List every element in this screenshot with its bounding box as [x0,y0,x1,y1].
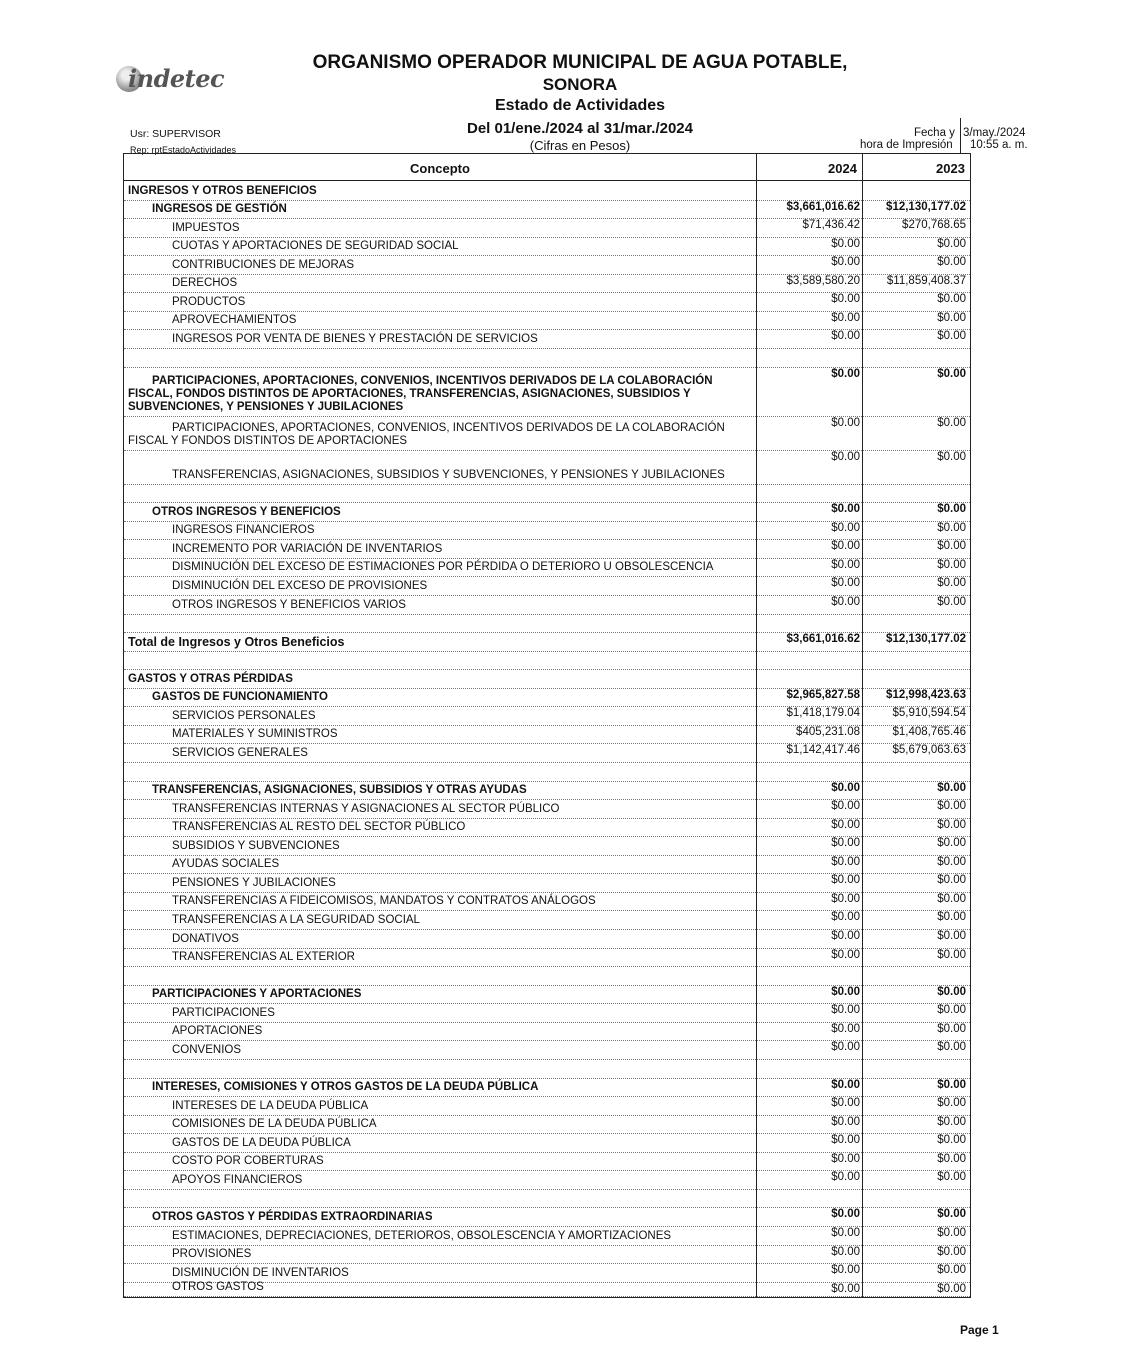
table-row [124,1096,970,1116]
row-concepto: SUBSIDIOS Y SUBVENCIONES [172,839,340,852]
row-value-2024: $0.00 [831,577,860,590]
report-period: Del 01/ene./2024 al 31/mar./2024 [466,120,693,137]
row-concepto: AYUDAS SOCIALES [172,858,280,871]
table-row [124,218,970,238]
row-value-2023: $0.00 [937,311,966,324]
row-concepto: CONVENIOS [172,1043,242,1056]
row-value-2023: $0.00 [937,1004,966,1017]
table-row [124,836,970,856]
row-value-2023: $0.00 [937,1208,966,1221]
table-row [124,521,970,541]
table-row [124,1003,970,1023]
row-value-2024: $0.00 [831,1208,860,1221]
table-row [124,329,970,349]
row-value-2023: $0.00 [937,800,966,813]
table-row [124,1207,970,1227]
row-value-2023: $0.00 [937,521,966,534]
row-concepto: GASTOS DE LA DEUDA PÚBLICA [172,1136,351,1149]
row-concepto: INGRESOS DE GESTIÓN [152,203,287,216]
row-concepto: PARTICIPACIONES Y APORTACIONES [152,988,362,1001]
table-row [124,781,970,801]
table-row [124,948,970,968]
table-row [124,1078,970,1098]
row-concepto: TRANSFERENCIAS A FIDEICOMISOS, MANDATOS Y CONTRATOS ANÁLOGOS [172,895,596,908]
header-2023: 2023 [936,161,965,176]
row-value-2023: $0.00 [937,1078,966,1091]
row-concepto: TRANSFERENCIAS AL EXTERIOR [172,951,355,964]
table-row [124,502,970,522]
row-concepto: ESTIMACIONES, DEPRECIACIONES, DETERIOROS, OBSOLESCENCIA Y AMORTIZACIONES [172,1229,672,1242]
row-value-2024: $0.00 [831,985,860,998]
row-value-2024: $2,965,827.58 [786,688,860,701]
row-value-2024: $0.00 [831,911,860,924]
row-concepto: APROVECHAMIENTOS [172,314,297,327]
row-concepto: GASTOS Y OTRAS PÉRDIDAS [128,672,293,685]
row-concepto: MATERIALES Y SUMINISTROS [172,728,338,741]
row-concepto: APORTACIONES [172,1025,263,1038]
row-value-2023: $0.00 [937,1022,966,1035]
row-value-2023: $0.00 [937,577,966,590]
table-row [124,929,970,949]
row-value-2024: $0.00 [831,800,860,813]
table-row [124,1263,970,1283]
table-row [124,311,970,331]
table-row [124,1245,970,1265]
row-value-2023: $0.00 [937,855,966,868]
header-divider [960,118,961,154]
row-concepto: INTERESES DE LA DEUDA PÚBLICA [172,1099,369,1112]
row-concepto: DERECHOS [172,277,238,290]
table-row [124,292,970,312]
table-row [124,367,970,417]
row-value-2024: $0.00 [831,1152,860,1165]
organization-title: ORGANISMO OPERADOR MUNICIPAL DE AGUA POTABLE, [312,52,848,73]
row-value-2024: $0.00 [831,837,860,850]
row-value-2024: $0.00 [831,595,860,608]
row-value-2023: $11,859,408.37 [886,274,966,287]
table-row [124,1059,970,1079]
table-row [124,595,970,615]
row-value-2024: $3,661,016.62 [786,633,860,646]
table-row [124,484,970,504]
row-value-2024: $0.00 [831,948,860,961]
row-concepto: PENSIONES Y JUBILACIONES [172,876,336,889]
row-value-2024: $1,142,417.46 [786,744,860,757]
table-row [124,688,970,708]
row-value-2023: $0.00 [937,503,966,516]
row-value-2024: $3,589,580.20 [786,274,860,287]
row-concepto: TRANSFERENCIAS A LA SEGURIDAD SOCIAL [172,914,420,927]
table-row [124,873,970,893]
row-value-2024: $0.00 [831,558,860,571]
indetec-logo [114,58,244,102]
table-row [124,762,970,782]
row-value-2023: $0.00 [937,1264,966,1277]
report-units: (Cifras en Pesos) [529,138,631,153]
table-row [124,1022,970,1042]
row-value-2023: $0.00 [937,558,966,571]
table-row [124,966,970,986]
row-value-2024: $0.00 [831,256,860,269]
row-value-2024: $0.00 [831,892,860,905]
row-value-2024: $0.00 [831,1115,860,1128]
row-concepto: Total de Ingresos y Otros Beneficios [128,634,345,649]
row-value-2023: $0.00 [937,256,966,269]
row-value-2024: $0.00 [831,1078,860,1091]
row-value-2023: $0.00 [937,985,966,998]
table-row [124,985,970,1005]
table-row [124,892,970,912]
table-row [124,799,970,819]
row-value-2023: $5,679,063.63 [892,744,966,757]
row-value-2023: $12,130,177.02 [886,200,966,213]
row-value-2023: $0.00 [937,416,966,429]
row-value-2024: $0.00 [831,503,860,516]
fecha-value: 3/may./2024 [963,127,1026,139]
row-value-2023: $0.00 [937,948,966,961]
row-value-2024: $0.00 [831,367,860,380]
row-value-2024: $0.00 [831,540,860,553]
row-value-2024: $0.00 [831,874,860,887]
row-value-2023: $0.00 [937,595,966,608]
row-value-2024: $0.00 [831,1097,860,1110]
row-concepto: PARTICIPACIONES, APORTACIONES, CONVENIOS, INCENTIVOS DERIVADOS DE LA COLABORACIÓN FISCAL Y FONDOS DISTINTOS DE APORTACIONES [128,421,725,447]
row-concepto: SERVICIOS GENERALES [172,746,308,759]
row-value-2023: $0.00 [937,1134,966,1147]
row-value-2023: $0.00 [937,1115,966,1128]
row-concepto: COSTO POR COBERTURAS [172,1155,324,1168]
row-value-2023: $12,130,177.02 [886,633,966,646]
table-row [124,1040,970,1060]
table-row [124,416,970,451]
row-value-2024: $3,661,016.62 [786,200,860,213]
row-value-2023: $0.00 [937,781,966,794]
row-concepto: PARTICIPACIONES, APORTACIONES, CONVENIOS, INCENTIVOS DERIVADOS DE LA COLABORACIÓN FISCAL, FONDOS DISTINTOS DE APORTACIONES, TRANSFERENCIAS, ASIGNACIONES, SUBSIDIOS Y SUBVENCIONES, Y PENSIONES Y JUBILACIONES [128,374,713,413]
table-row [124,651,970,671]
row-value-2023: $0.00 [937,1227,966,1239]
row-value-2024: $0.00 [831,1022,860,1035]
table-row [124,743,970,763]
row-value-2023: $0.00 [937,330,966,343]
row-value-2024: $0.00 [831,311,860,324]
row-value-2023: $0.00 [937,892,966,905]
row-concepto: TRANSFERENCIAS INTERNAS Y ASIGNACIONES AL SECTOR PÚBLICO [172,802,560,815]
row-value-2024: $0.00 [831,416,860,429]
table-row [124,1226,970,1246]
row-value-2024: $0.00 [831,237,860,250]
row-concepto: OTROS GASTOS [172,1280,264,1293]
user-label: Usr: SUPERVISOR [130,128,221,140]
hora-value: 10:55 a. m. [970,139,1028,151]
row-value-2024: $0.00 [831,450,860,463]
table-row [124,1282,970,1297]
row-concepto: PARTICIPACIONES [172,1006,275,1019]
row-concepto: TRANSFERENCIAS, ASIGNACIONES, SUBSIDIOS Y OTRAS AYUDAS [152,784,527,797]
row-value-2024: $0.00 [831,1134,860,1147]
page-number: Page 1 [960,1323,999,1337]
row-concepto: INTERESES, COMISIONES Y OTROS GASTOS DE LA DEUDA PÚBLICA [152,1081,539,1094]
row-concepto: DONATIVOS [172,932,239,945]
table-row [124,450,970,485]
table-row [124,576,970,596]
row-value-2023: $0.00 [937,874,966,887]
row-concepto: DISMINUCIÓN DEL EXCESO DE PROVISIONES [172,579,428,592]
activities-table [123,153,971,1298]
row-value-2024: $0.00 [831,1004,860,1017]
row-value-2024: $0.00 [831,1041,860,1054]
row-concepto: INGRESOS FINANCIEROS [172,524,315,537]
hora-label: hora de Impresión [860,139,953,151]
row-concepto: APOYOS FINANCIEROS [172,1173,303,1186]
row-value-2024: $71,436.42 [802,219,860,232]
table-header [124,154,970,181]
fecha-label: Fecha y [914,127,955,139]
row-value-2023: $0.00 [937,1041,966,1054]
row-concepto: TRANSFERENCIAS, ASIGNACIONES, SUBSIDIOS Y SUBVENCIONES, Y PENSIONES Y JUBILACIONES [172,468,725,481]
table-row [124,910,970,930]
row-concepto: INGRESOS POR VENTA DE BIENES Y PRESTACIÓN DE SERVICIOS [172,333,538,346]
table-row [124,725,970,745]
table-row [124,632,970,652]
row-concepto: INGRESOS Y OTROS BENEFICIOS [128,184,317,197]
table-row [124,274,970,294]
row-value-2023: $0.00 [937,367,966,380]
row-value-2024: $0.00 [831,330,860,343]
row-value-2024: $0.00 [831,293,860,306]
report-name: Estado de Actividades [494,97,666,114]
row-value-2024: $0.00 [831,1282,860,1295]
row-value-2023: $0.00 [937,911,966,924]
row-value-2023: $0.00 [937,818,966,831]
table-row [124,255,970,275]
row-value-2024: $0.00 [831,1264,860,1277]
row-value-2024: $0.00 [831,1227,860,1239]
table-row [124,237,970,257]
header-concepto: Concepto [410,161,470,176]
row-value-2024: $1,418,179.04 [786,707,860,720]
row-concepto: OTROS INGRESOS Y BENEFICIOS [152,505,341,518]
row-value-2024: $0.00 [831,930,860,943]
row-value-2023: $0.00 [937,930,966,943]
row-value-2024: $0.00 [831,818,860,831]
row-value-2023: $0.00 [937,1171,966,1184]
row-value-2023: $0.00 [937,837,966,850]
table-row [124,706,970,726]
table-row [124,1170,970,1190]
table-row [124,818,970,838]
row-value-2023: $0.00 [937,1245,966,1258]
row-concepto: PROVISIONES [172,1248,252,1261]
table-row [124,1152,970,1172]
row-value-2024: $0.00 [831,521,860,534]
row-concepto: OTROS INGRESOS Y BENEFICIOS VARIOS [172,598,406,611]
row-value-2023: $0.00 [937,450,966,463]
row-value-2024: $0.00 [831,1171,860,1184]
row-concepto: OTROS GASTOS Y PÉRDIDAS EXTRAORDINARIAS [152,1210,433,1223]
logo-text: indetec [128,64,225,93]
table-row [124,1189,970,1209]
row-concepto: IMPUESTOS [172,221,240,234]
row-value-2023: $1,408,765.46 [892,725,966,738]
row-concepto: PRODUCTOS [172,295,246,308]
organization-state: SONORA [542,75,618,94]
row-value-2023: $0.00 [937,293,966,306]
row-concepto: SERVICIOS PERSONALES [172,709,316,722]
table-row [124,855,970,875]
row-value-2023: $0.00 [937,540,966,553]
row-value-2024: $0.00 [831,1245,860,1258]
row-concepto: CUOTAS Y APORTACIONES DE SEGURIDAD SOCIAL [172,240,459,253]
row-value-2023: $0.00 [937,237,966,250]
row-value-2023: $0.00 [937,1152,966,1165]
row-concepto: TRANSFERENCIAS AL RESTO DEL SECTOR PÚBLICO [172,821,466,834]
table-row [124,558,970,578]
row-value-2024: $0.00 [831,781,860,794]
table-row [124,669,970,689]
row-value-2024: $0.00 [831,855,860,868]
table-row [124,181,970,201]
row-concepto: INCREMENTO POR VARIACIÓN DE INVENTARIOS [172,542,443,555]
row-concepto: COMISIONES DE LA DEUDA PÚBLICA [172,1118,377,1131]
row-concepto: DISMINUCIÓN DE INVENTARIOS [172,1266,349,1279]
row-concepto: CONTRIBUCIONES DE MEJORAS [172,258,355,271]
row-value-2024: $405,231.08 [796,725,860,738]
header-2024: 2024 [828,161,857,176]
table-row [124,1115,970,1135]
table-row [124,348,970,368]
row-value-2023: $5,910,594.54 [892,707,966,720]
row-value-2023: $12,998,423.63 [886,688,966,701]
row-value-2023: $0.00 [937,1282,966,1295]
row-value-2023: $0.00 [937,1097,966,1110]
row-concepto: DISMINUCIÓN DEL EXCESO DE ESTIMACIONES POR PÉRDIDA O DETERIORO U OBSOLESCENCIA [172,561,714,574]
row-value-2023: $270,768.65 [902,219,966,232]
report-id: Rep: rptEstadoActividades [130,145,237,155]
table-row [124,200,970,220]
row-concepto: GASTOS DE FUNCIONAMIENTO [152,691,328,704]
table-row [124,539,970,559]
table-row [124,1133,970,1153]
table-row [124,614,970,634]
